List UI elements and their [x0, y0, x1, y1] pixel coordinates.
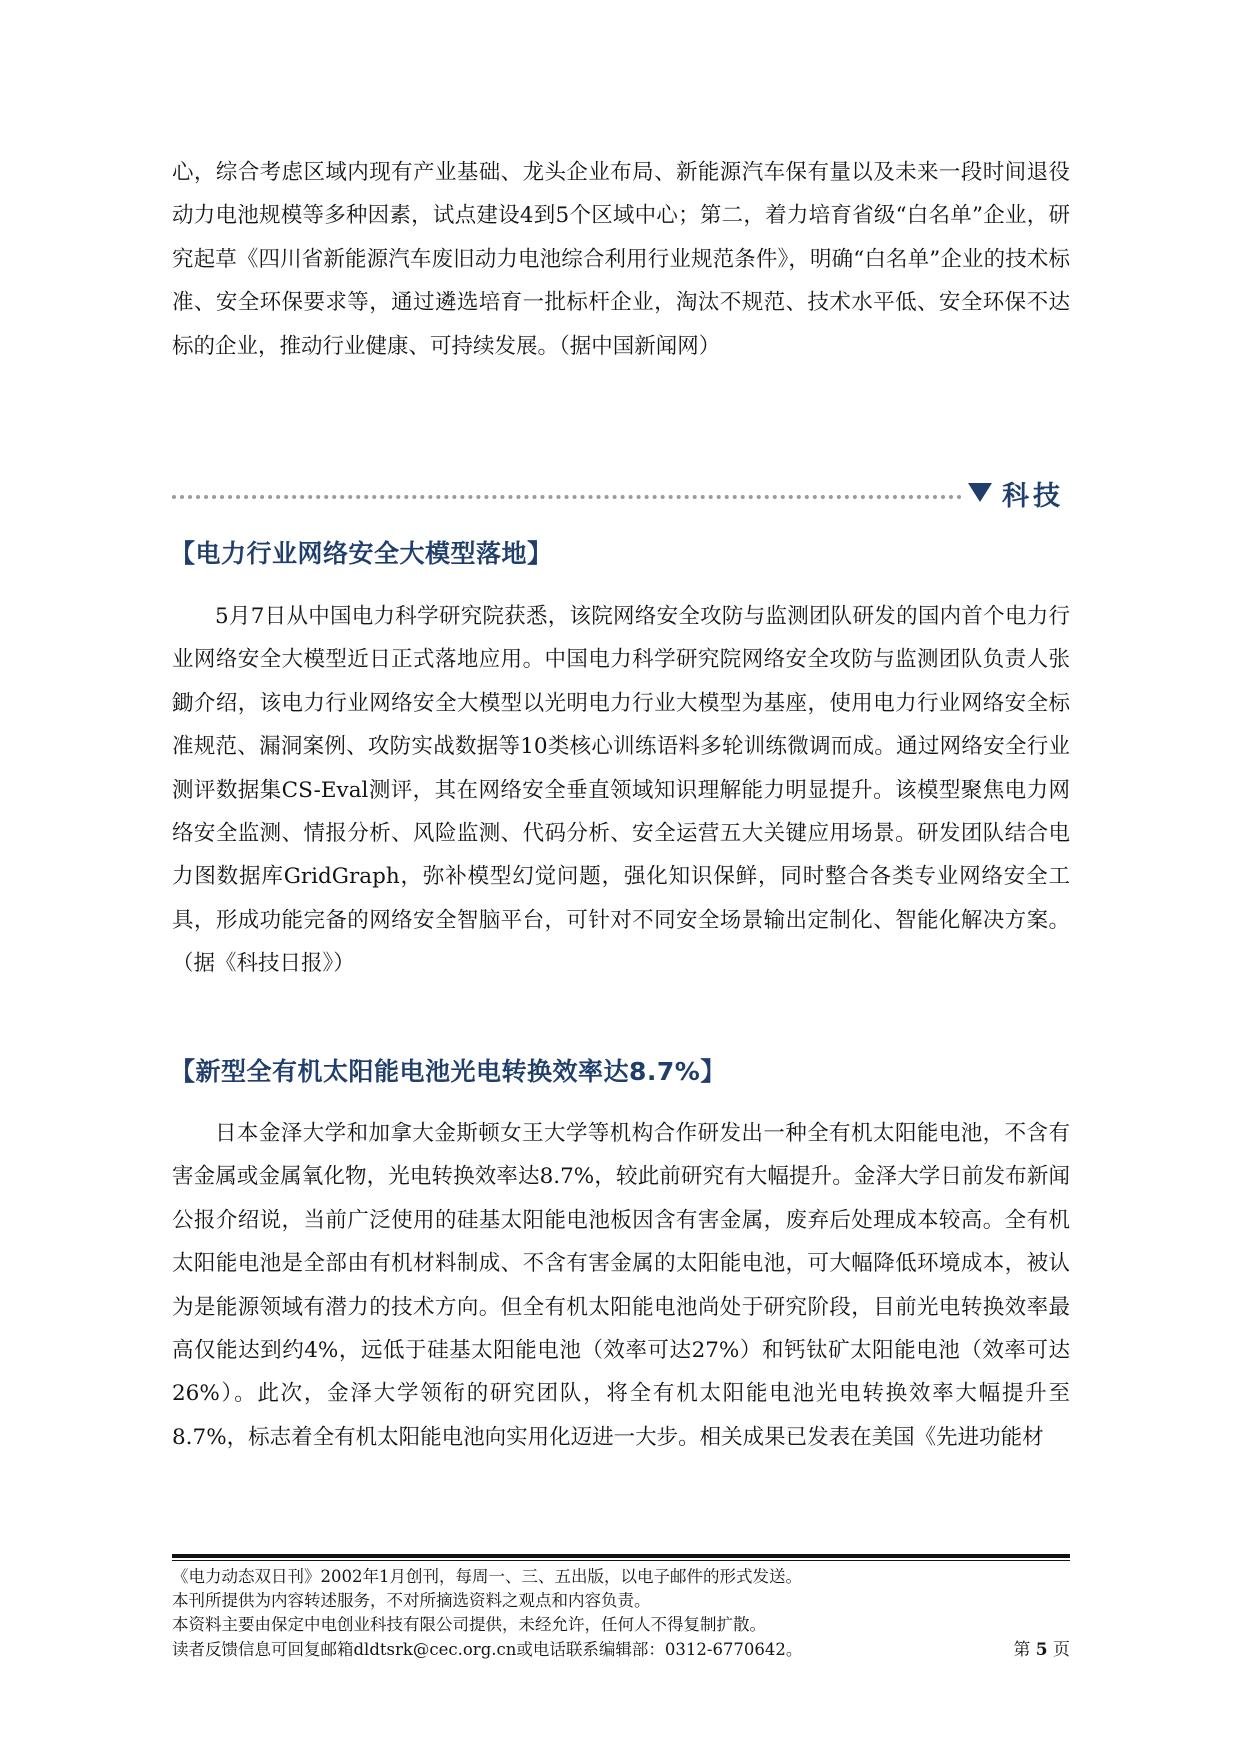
- footer-line: 本资料主要由保定中电创业科技有限公司提供，未经允许，任何人不得复制扩散。: [172, 1615, 766, 1634]
- continued-article-text: 心，综合考虑区域内现有产业基础、龙头企业布局、新能源汽车保有量以及未来一段时间退役动力电池规模等多种因素，试点建设4到5个区域中心；第二，着力培育省级“白名单”企业，研究起草《四川省新能源汽车废旧动力电池综合利用行业规范条件》，明确“白名单”企业的技术标准、安全环保要求等，通过遴选培育一批标杆企业，淘汰不规范、技术水平低、安全环保不达标的企业，推动行业健康、可持续发展。（据中国新闻网）: [172, 160, 1070, 359]
- page-suffix: 页: [1053, 1640, 1070, 1660]
- footer-contact-line: 读者反馈信息可回复邮箱dldtsrk@cec.org.cn或电话联系编辑部：0312-6770642。: [172, 1640, 803, 1659]
- footer-rule-thick: [172, 1554, 1070, 1558]
- page-number: [990, 1639, 1070, 1661]
- page-number-value: 5: [1035, 1640, 1048, 1660]
- article-body: 5月7日从中国电力科学研究院获悉，该院网络安全攻防与监测团队研发的国内首个电力行业网络安全大模型近日正式落地应用。中国电力科学研究院网络安全攻防与监测团队负责人张鋤介绍，该电力行业网络安全大模型以光明电力行业大模型为基座，使用电力行业网络安全标准规范、漏洞案例、攻防实战数据等10类核心训练语料多轮训练微调而成。通过网络安全行业测评数据集CS-Eval测评，其在网络安全垂直领域知识理解能力明显提升。该模型聚焦电力网络安全监测、情报分析、风险监测、代码分析、安全运营五大关键应用场景。研发团队结合电力图数据库GridGraph，弥补模型幻觉问题，强化知识保鲜，同时整合各类专业网络安全工具，形成功能完备的网络安全智脑平台，可针对不同安全场景输出定制化、智能化解决方案。（据《科技日报》）: [172, 604, 1070, 977]
- article-title: 【新型全有机太阳能电池光电转换效率达8.7%】: [170, 1057, 726, 1086]
- footer-line: 《电力动态双日刊》2002年1月创刊，每周一、三、五出版，以电子邮件的形式发送。: [172, 1567, 802, 1586]
- triangle-down-icon: [968, 483, 992, 502]
- footer-rule-thin: [172, 1560, 1070, 1561]
- article-body: 日本金泽大学和加拿大金斯顿女王大学等机构合作研发出一种全有机太阳能电池，不含有害金属或金属氧化物，光电转换效率达8.7%，较此前研究有大幅提升。金泽大学日前发布新闻公报介绍说，当前广泛使用的硅基太阳能电池板因含有害金属，废弃后处理成本较高。全有机太阳能电池是全部由有机材料制成、不含有害金属的太阳能电池，可大幅降低环境成本，被认为是能源领域有潜力的技术方向。但全有机太阳能电池尚处于研究阶段，目前光电转换效率最高仅能达到约4%，远低于硅基太阳能电池（效率可达27%）和钙钛矿太阳能电池（效率可达26%）。此次，金泽大学领衔的研究团队，将全有机太阳能电池光电转换效率大幅提升至8.7%，标志着全有机太阳能电池向实用化迈进一大步。相关成果已发表在美国《先进功能材: [172, 1121, 1070, 1450]
- dotted-rule: [172, 495, 962, 499]
- section-divider: [172, 474, 1070, 514]
- page-prefix: 第: [1013, 1640, 1031, 1660]
- footer-line: 本刊所提供为内容转述服务，不对所摘选资料之观点和内容负责。: [172, 1591, 651, 1610]
- section-label: 科技: [1002, 481, 1064, 512]
- article-title: 【电力行业网络安全大模型落地】: [170, 539, 553, 568]
